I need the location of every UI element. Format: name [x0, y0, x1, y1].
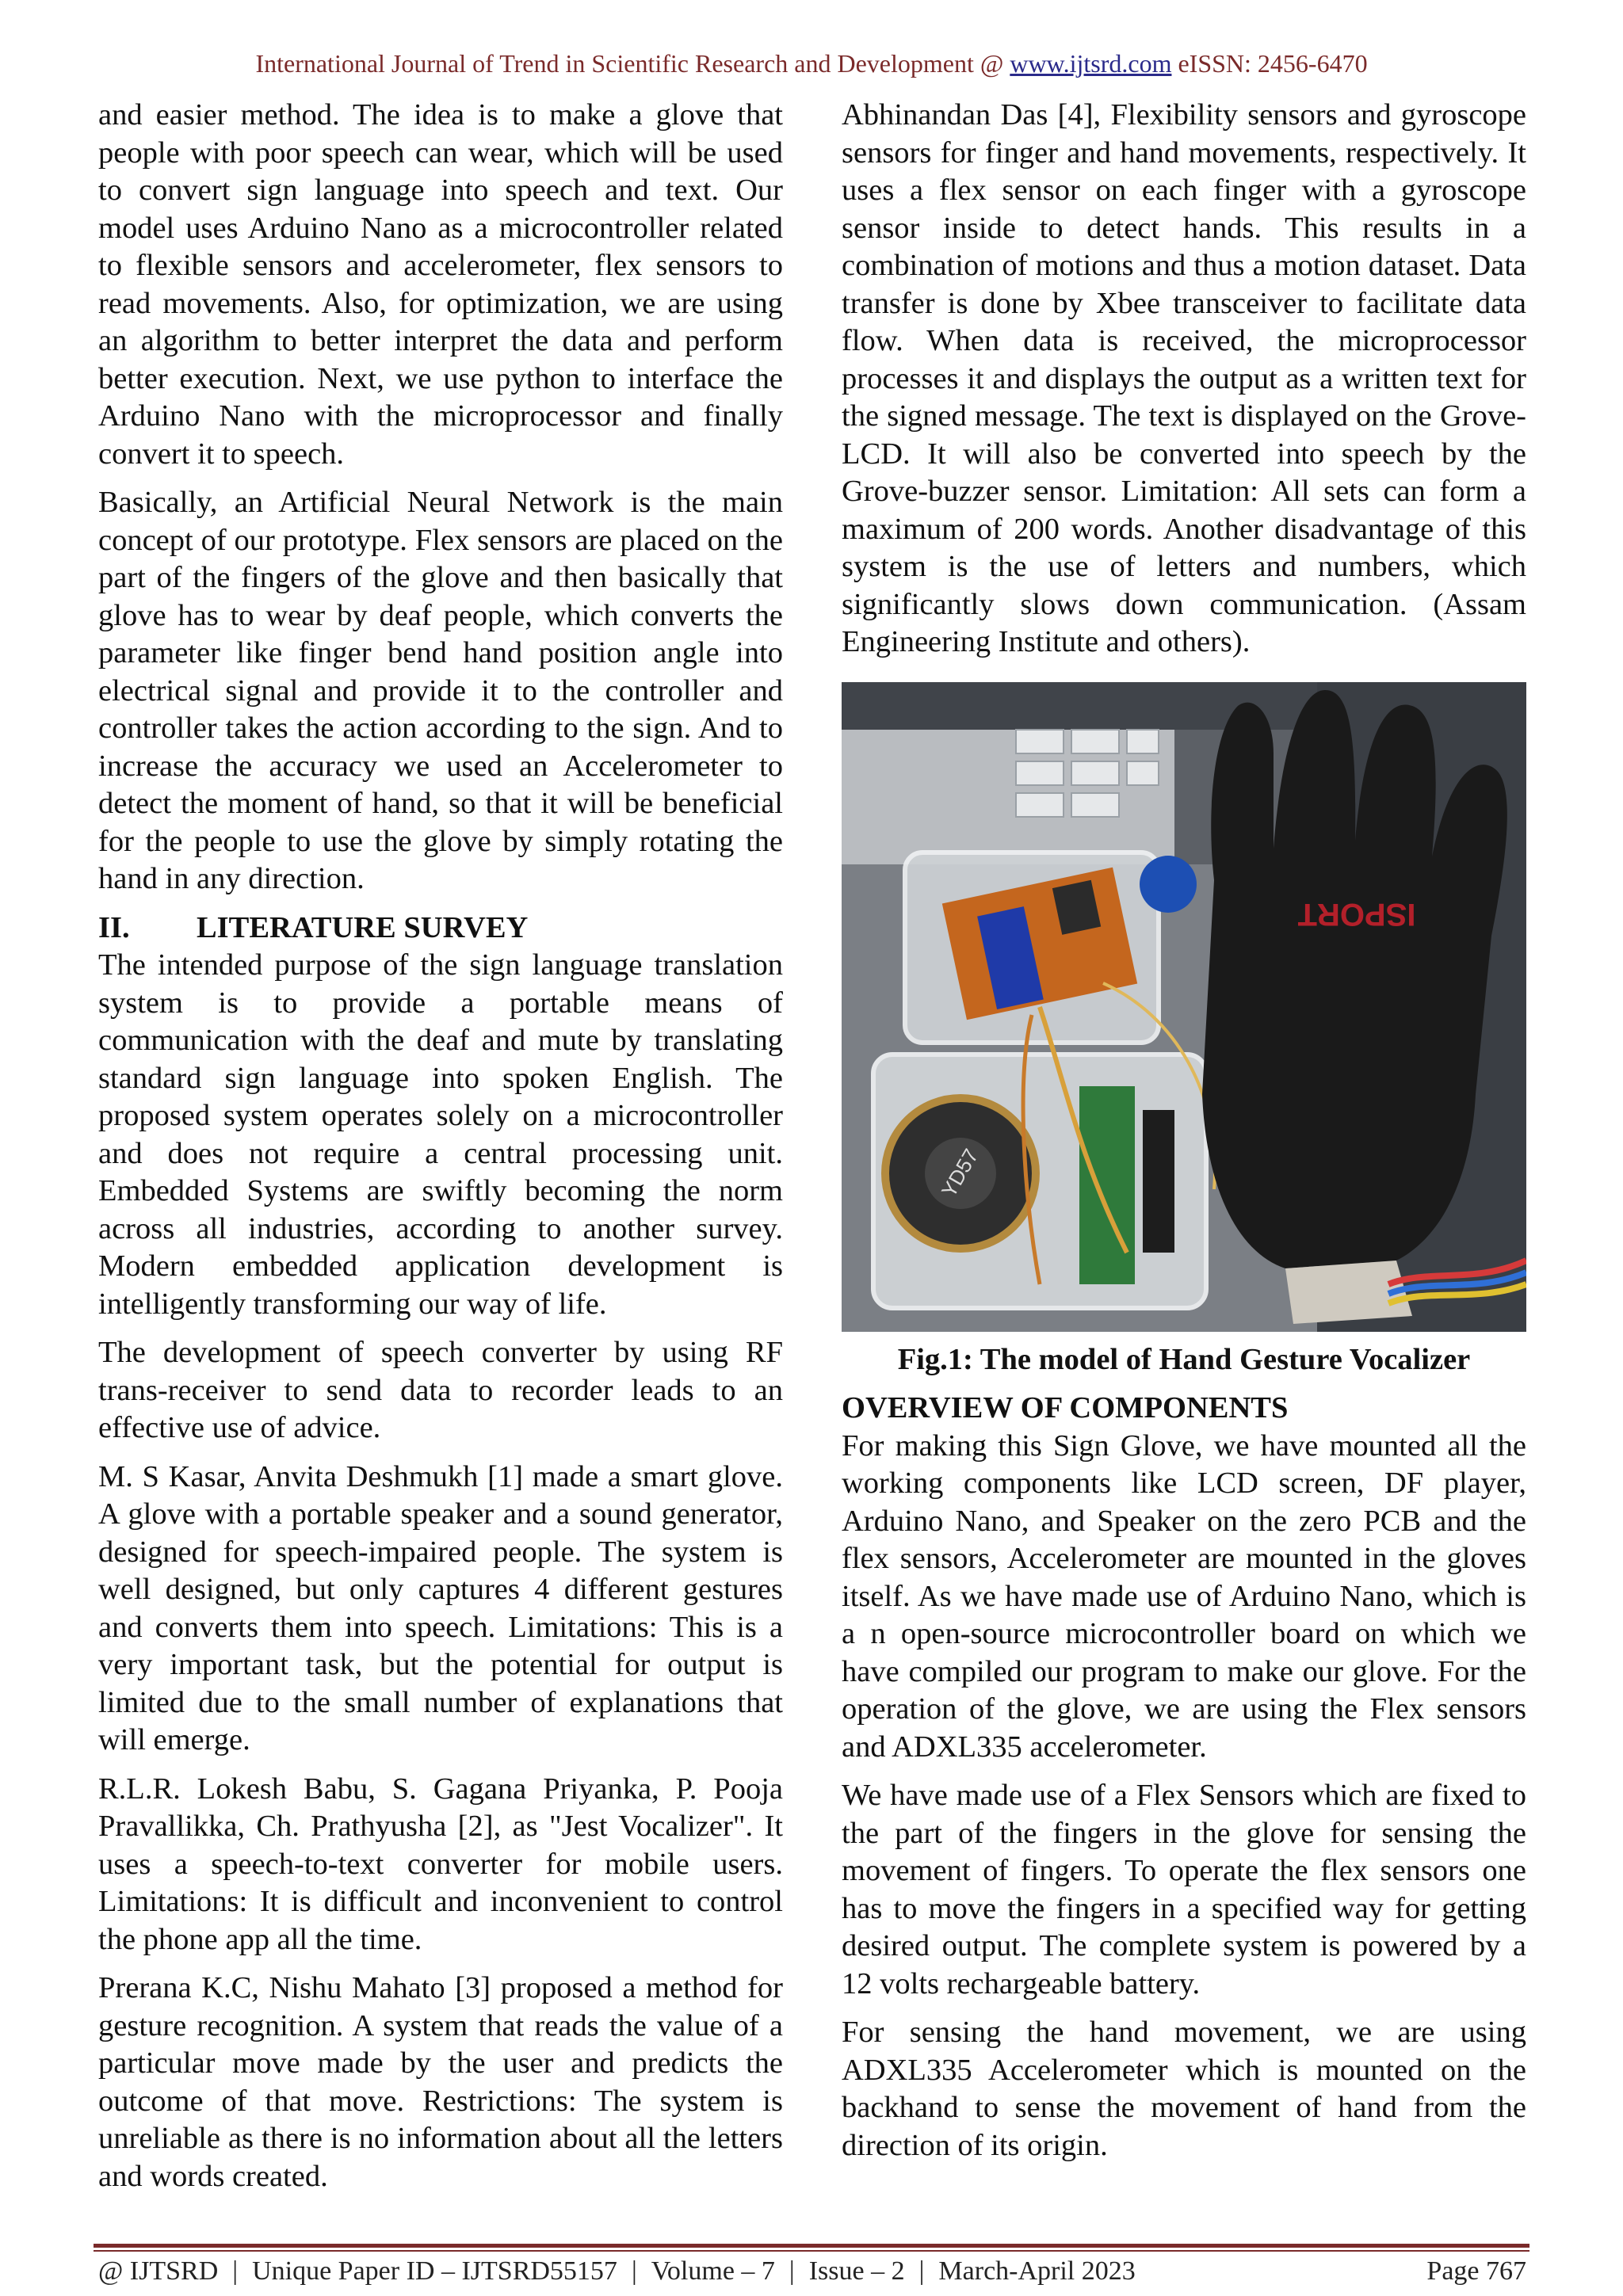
- section-heading-components: OVERVIEW OF COMPONENTS: [842, 1391, 1289, 1425]
- paragraph-ref-4: Abhinandan Das [4], Flexibility sensors and gyroscope sensors for finger and hand movements, respectively. It uses a flex sensor on each finger with a gyroscope sensor inside to detect hands. This results in a combination of motions and thus a motion dataset. Data transfer is done by Xbee transceiver to facilitate data flow. When data is received, the microprocessor processes it and displays the output as a written text for the signed message. The text is displayed on the Grove-LCD. It will also be converted into speech by the Grove-buzzer sensor. Limitation: All sets can form a maximum of 200 words. Another disadvantage of this system is the use of letters and numbers, which significantly slows down communication. (Assam Engineering Institute and others).: [842, 98, 1526, 658]
- left-column: [98, 97, 783, 2195]
- footer-rule-thick: [94, 2244, 1529, 2248]
- right-column: [842, 97, 1526, 2164]
- glove-prototype-illustration: [842, 682, 1526, 1332]
- figure-caption: Fig.1: The model of Hand Gesture Vocalizer: [897, 1342, 1471, 1376]
- footer-issue: Issue – 2: [808, 2256, 905, 2286]
- header-journal-title: International Journal of Trend in Scientific Research and Development @: [255, 49, 1004, 78]
- glove-brand-label: ISPORT: [1297, 896, 1416, 932]
- paragraph-ref-1: M. S Kasar, Anvita Deshmukh [1] made a smart glove. A glove with a portable speaker and a sound generator, designed for speech-impaired people. The system is well designed, but only captures 4 different gestures and converts them into speech. Limitations: This is a very important task, but the potential for output is limited due to the small number of explanations that will emerge.: [98, 1459, 783, 1756]
- speaker-label: YD57: [936, 1144, 983, 1201]
- header-eissn: eISSN: 2456-6470: [1178, 49, 1368, 78]
- paragraph-ann-concept: Basically, an Artificial Neural Network is the main concept of our prototype. Flex sensors are placed on the part of the fingers of the glove and then basically that glove has to wear by deaf people, which converts the parameter like finger bend hand position angle into electrical signal and provide it to the controller and controller takes the action according to the sign. And to increase the accuracy we used an Accelerometer to detect the moment of hand, so that it will be beneficial for the people to use the glove by simply rotating the hand in any direction.: [98, 486, 783, 895]
- header-website-link[interactable]: www.ijtsrd.com: [1010, 49, 1172, 78]
- running-header: [0, 49, 1623, 78]
- paragraph-method-intro: and easier method. The idea is to make a glove that people with poor speech can wear, which will be used to convert sign language into speech and text. Our model uses Arduino Nano as a microcontroller related to flexible sensors and accelerometer, flex sensors to read movements. Also, for optimization, we are using an algorithm to better interpret the data and perform better execution. Next, we use python to interface the Arduino Nano with the microprocessor and finally convert it to speech.: [98, 98, 783, 471]
- footer-date: March-April 2023: [938, 2256, 1136, 2286]
- footer-paper-id: Unique Paper ID – IJTSRD55157: [252, 2256, 617, 2286]
- footer-rule-thin: [94, 2250, 1529, 2252]
- footer-page-number: Page 767: [1426, 2256, 1526, 2286]
- paragraph-components: For making this Sign Glove, we have mounted all the working components like LCD screen, DF player, Arduino Nano, and Speaker on the zero PCB and the flex sensors, Accelerometer are mounted in the gloves itself. As we have made use of Arduino Nano, which is a n open-source microcontroller board on which we have compiled our program to make our glove. For the operation of the glove, we are using the Flex sensors and ADXL335 accelerometer.: [842, 1428, 1526, 1764]
- paragraph-ref-2: R.L.R. Lokesh Babu, S. Gagana Priyanka, P. Pooja Pravallikka, Ch. Prathyusha [2], as "Jest Vocalizer". It uses a speech-to-text converter for mobile users. Limitations: It is difficult and inconvenient to control the phone app all the time.: [98, 1772, 783, 1956]
- section-heading-literature-survey: [98, 910, 783, 948]
- paragraph-rf-converter: The development of speech converter by using RF trans-receiver to send data to recorder leads to an effective use of advice.: [98, 1336, 783, 1444]
- footer-volume: Volume – 7: [651, 2256, 775, 2286]
- paragraph-accelerometer: For sensing the hand movement, we are using ADXL335 Accelerometer which is mounted on the backhand to sense the movement of hand from the direction of its origin.: [842, 2016, 1526, 2162]
- figure-glove-photo: [842, 682, 1526, 1332]
- paragraph-survey-purpose: The intended purpose of the sign language translation system is to provide a portable means of communication with the deaf and mute by translating standard sign language into spoken English. The proposed system operates solely on a microcontroller and does not require a central processing unit. Embedded Systems are swiftly becoming the norm across all industries, according to another survey. Modern embedded application development is intelligently transforming our way of life.: [98, 948, 783, 1321]
- footer-journal: @ IJTSRD: [98, 2256, 219, 2286]
- section-number: II.: [98, 910, 130, 944]
- paragraph-ref-3: Prerana K.C, Nishu Mahato [3] proposed a method for gesture recognition. A system that reads the value of a particular move made by the user and predicts the outcome of that move. Restrictions: The system is unreliable as there is no information about all the letters and words created.: [98, 1971, 783, 2193]
- section-title: LITERATURE SURVEY: [197, 910, 529, 944]
- paragraph-flex-sensors: We have made use of a Flex Sensors which are fixed to the part of the fingers in the glove for sensing the movement of fingers. To operate the flex sensors one has to move the fingers in a specified way for getting desired output. The complete system is powered by a 12 volts rechargeable battery.: [842, 1779, 1526, 2000]
- running-footer: [98, 2256, 1526, 2286]
- footer-meta: @ IJTSRD | Unique Paper ID – IJTSRD55157 | Volume – 7 | Issue – 2 | March-April 2023: [98, 2256, 1136, 2286]
